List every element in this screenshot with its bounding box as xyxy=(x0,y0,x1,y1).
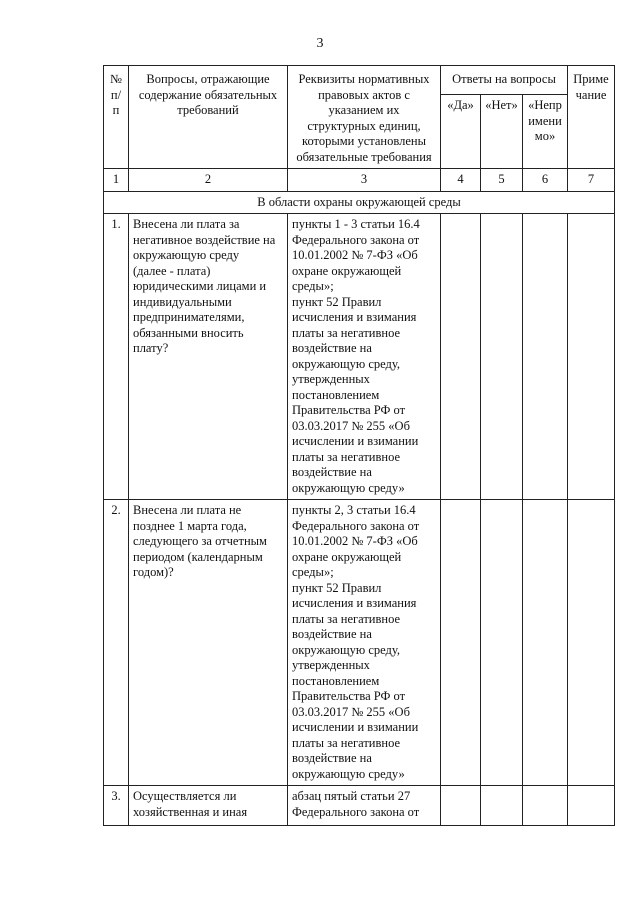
row-requisites: абзац пятый статьи 27 Федерального закона от xyxy=(288,786,441,826)
section-title: В области охраны окружающей среды xyxy=(104,191,615,214)
table-row xyxy=(104,214,615,500)
column-number: 5 xyxy=(481,169,523,192)
header-answer-no: «Нет» xyxy=(481,95,523,169)
note-cell[interactable] xyxy=(568,214,615,500)
column-number: 2 xyxy=(129,169,288,192)
header-requisites: Реквизиты нормативных правовых актов с указанием их структурных единиц, которыми установлены обязательные требования xyxy=(288,66,441,169)
column-number: 6 xyxy=(523,169,568,192)
row-number: 1. xyxy=(104,214,129,500)
answer-no-cell[interactable] xyxy=(481,786,523,826)
answer-na-cell[interactable] xyxy=(523,500,568,786)
answer-no-cell[interactable] xyxy=(481,500,523,786)
row-question: Внесена ли плата за негативное воздействие на окружающую среду (далее - плата) юридическими лицами и индивидуальными предпринимателями, обязанными вносить плату? xyxy=(129,214,288,500)
column-number: 3 xyxy=(288,169,441,192)
column-number: 4 xyxy=(441,169,481,192)
note-cell[interactable] xyxy=(568,500,615,786)
answer-yes-cell[interactable] xyxy=(441,786,481,826)
header-answer-yes: «Да» xyxy=(441,95,481,169)
table-row xyxy=(104,500,615,786)
answer-na-cell[interactable] xyxy=(523,786,568,826)
column-number: 1 xyxy=(104,169,129,192)
row-requisites: пункты 2, 3 статьи 16.4 Федерального закона от 10.01.2002 № 7-ФЗ «Об охране окружающей среды»; пункт 52 Правил исчисления и взимания платы за негативное воздействие на окружающую среду, утвержденных постановлением Правительства РФ от 03.03.2017 № 255 «Об исчислении и взимании платы за негативное воздействие на окружающую среду» xyxy=(288,500,441,786)
checklist-table xyxy=(103,65,615,826)
header-questions: Вопросы, отражающие содержание обязательных требований xyxy=(129,66,288,169)
table-row xyxy=(104,786,615,826)
row-number: 3. xyxy=(104,786,129,826)
answer-no-cell[interactable] xyxy=(481,214,523,500)
page-number: 3 xyxy=(316,36,324,51)
row-number: 2. xyxy=(104,500,129,786)
header-answer-na: «Непр имени мо» xyxy=(523,95,568,169)
column-number: 7 xyxy=(568,169,615,192)
answer-na-cell[interactable] xyxy=(523,214,568,500)
header-note: Приме чание xyxy=(568,66,615,169)
row-question: Осуществляется ли хозяйственная и иная xyxy=(129,786,288,826)
header-num: № п/п xyxy=(104,66,129,169)
row-requisites: пункты 1 - 3 статьи 16.4 Федерального закона от 10.01.2002 № 7-ФЗ «Об охране окружающей среды»; пункт 52 Правил исчисления и взимания платы за негативное воздействие на окружающую среду, утвержденных постановлением Правительства РФ от 03.03.2017 № 255 «Об исчислении и взимании платы за негативное воздействие на окружающую среду» xyxy=(288,214,441,500)
note-cell[interactable] xyxy=(568,786,615,826)
answer-yes-cell[interactable] xyxy=(441,214,481,500)
answer-yes-cell[interactable] xyxy=(441,500,481,786)
header-answers-group: Ответы на вопросы xyxy=(441,66,568,95)
row-question: Внесена ли плата не позднее 1 марта года, следующего за отчетным периодом (календарным годом)? xyxy=(129,500,288,786)
